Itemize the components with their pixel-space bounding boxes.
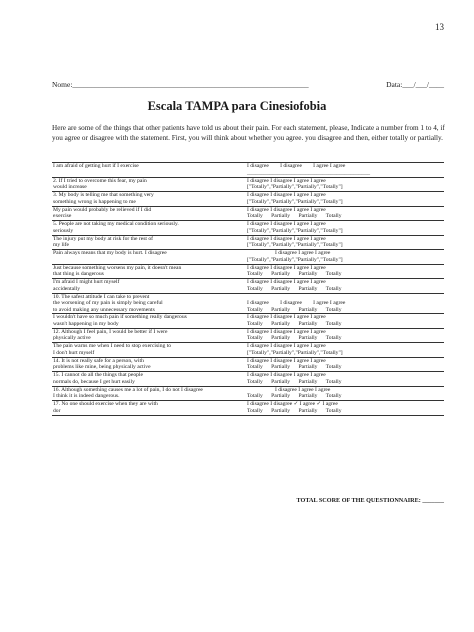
question-row [52,386,444,401]
intro-paragraph: Here are some of the things that other patients have told us about their pain. For each statement, please, Indicate a number from 1 to 4, if you agree or disagree with the statement. First, you will think about whether you agree. you disagree and then, either totally or partially. [52,124,445,142]
question-row [52,279,444,294]
question-row [52,163,444,178]
question-row [52,177,444,192]
response-options[interactable]: I disagree I disagree I agree I agree ["Totally","Partially","Partially","Totally"] [246,343,444,358]
question-row [52,343,444,358]
question-row [52,250,444,265]
response-options[interactable]: I disagree I disagree ✓ I agree ✓ I agree Totally Partially Partially Totally [246,401,444,416]
response-options[interactable]: I disagree I disagree I agree I agree ["Totally","Partially","Partially","Totally"] [246,192,444,207]
response-options[interactable]: I disagree I disagree I agree I agree Totally Partially Partially Totally [246,206,444,221]
question-row [52,372,444,387]
question-row [52,206,444,221]
question-row [52,401,444,416]
question-statement: Just because something worsens my pain, it doesn't mean that thing is dangerous [52,264,246,279]
question-row [52,235,444,250]
questionnaire-table [52,162,444,416]
question-statement: The pain warns me when I need to stop exercising to I don't hurt myself [52,343,246,358]
page-title: Escala TAMPA para Cinesiofobia [147,99,327,113]
response-options[interactable]: I disagree I disagree I agree I agree Totally Partially Partially Totally [246,372,444,387]
question-statement: 15. I cannot do all the things that people normals do, because I get hurt easily [52,372,246,387]
question-statement: My pain would probably be relieved if I did exercise [52,206,246,221]
response-options[interactable]: I disagree I disagree I agree I agree Totally Partially Partially Totally [246,328,444,343]
question-statement: I am afraid of getting hurt if I exercise [52,163,246,178]
response-options[interactable]: I disagree I disagree I agree I agree ["Totally","Partially","Partially","Totally"] [246,177,444,192]
date-label: Data:___/___/____ [386,80,444,89]
page-number: 13 [435,22,444,32]
response-options[interactable]: I disagree I disagree I agree I agree Totally Partially Partially Totally [246,279,444,294]
question-statement: 12. Although I feel pain, I would be better if I were physically active [52,328,246,343]
question-statement: 16. Although something causes me a lot of pain, I do not I disagree I think it is indeed dangerous. [52,386,246,401]
response-options[interactable]: I disagree I disagree I agree I agree ____________________________________________ [246,163,444,178]
response-options[interactable]: I disagree I disagree I agree I agree ["Totally","Partially","Partially","Totally"] [246,221,444,236]
response-options[interactable]: I disagree I disagree I agree I agree Totally Partially Partially Totally [246,293,444,314]
question-statement: 17. No one should exercise when they are with dor [52,401,246,416]
question-statement: 10. The safest attitude I can take to prevent the worsening of my pain is simply being careful to avoid making any unnecessary movements [52,293,246,314]
question-statement: 2. If I tried to overcome this fear, my pain would increase [52,177,246,192]
question-statement: I'm afraid I might hurt myself accidentally [52,279,246,294]
response-options[interactable]: I disagree I agree I agree Totally Partially Partially Totally [246,386,444,401]
question-row [52,314,444,329]
name-label: Nome:_______________________________________________________________ [52,80,309,89]
question-statement: I wouldn't have so much pain if something really dangerous wasn't happening in my body [52,314,246,329]
response-options[interactable]: I disagree I disagree I agree I agree Totally Partially Partially Totally [246,264,444,279]
response-options[interactable]: I disagree I agree I agree ["Totally","Partially","Partially","Totally"] [246,250,444,265]
question-statement: 14. It is not really safe for a person, with problems like mine, being physically active [52,357,246,372]
question-row [52,293,444,314]
name-date-line [52,80,444,89]
question-row [52,221,444,236]
question-statement: 5. People are not taking my medical condition seriously. seriously [52,221,246,236]
response-options[interactable]: I disagree I disagree I agree I agree Totally Partially Partially Totally [246,357,444,372]
question-statement: 3. My body is telling me that something very something wrong is happening to me [52,192,246,207]
question-statement: Pain always means that my body is hurt. I disagree [52,250,246,265]
question-row [52,192,444,207]
response-options[interactable]: I disagree I disagree I agree I agree ["Totally","Partially","Partially","Totally"] [246,235,444,250]
question-statement: The injury put my body at risk for the rest of my life [52,235,246,250]
response-options[interactable]: I disagree I disagree I agree I agree Totally Partially Partially Totally [246,314,444,329]
total-score-label: TOTAL SCORE OF THE QUESTIONNAIRE: _______ [296,497,444,504]
question-row [52,264,444,279]
question-row [52,357,444,372]
question-row [52,328,444,343]
